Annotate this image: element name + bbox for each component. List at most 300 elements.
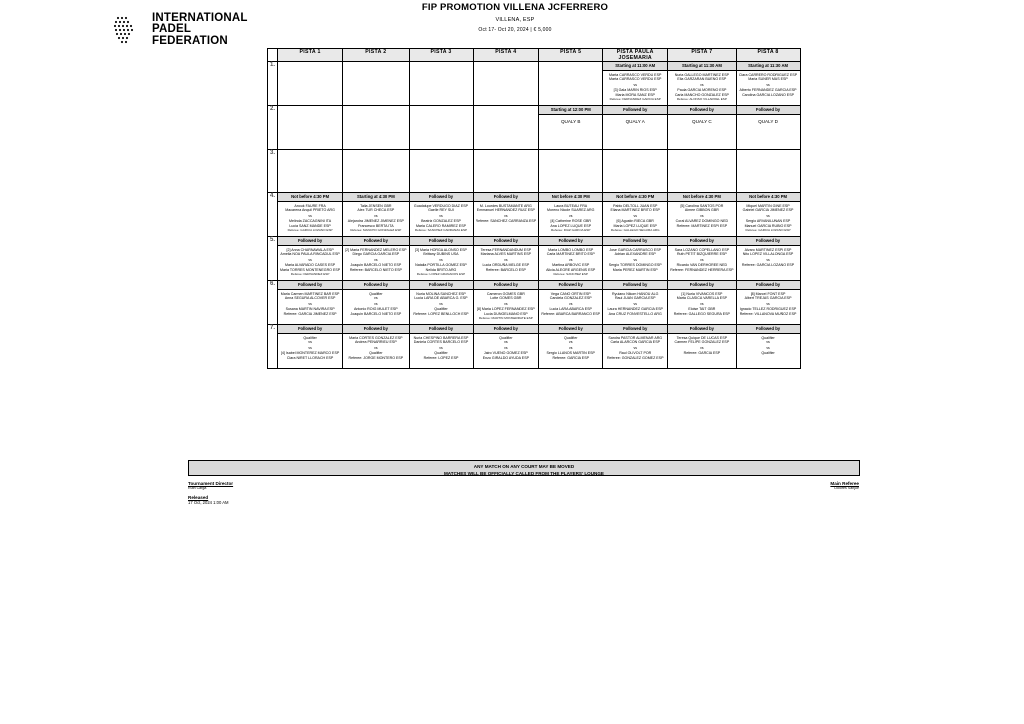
match-cell[interactable] (668, 193, 736, 237)
empty-slot (278, 150, 342, 192)
match-cell[interactable] (409, 62, 473, 106)
match-body (737, 115, 800, 149)
match-body (474, 246, 539, 280)
referee-label: Referee: FERNANDEZ GARCIA ESP (609, 97, 661, 102)
match-details (412, 336, 471, 360)
match-cell[interactable] (603, 281, 668, 325)
vs-label: vs (504, 257, 508, 262)
player-name-b: Nito LOPEZ VILLALONGA ESP (742, 252, 794, 257)
schedule-row (268, 193, 801, 237)
player-name-d: Ana CRUZ FONVESTELLO ARG (608, 311, 662, 316)
match-cell[interactable] (668, 106, 736, 150)
player-name-b: Mariana ALVES MARTINS ESP (480, 252, 532, 257)
player-name-b: Amelia NOA PAULA RINCADUL ESP (280, 252, 340, 257)
match-details (605, 248, 665, 272)
player-name-d: Referee: JORGE MONTERO ESP (348, 355, 404, 360)
tournament-director-name: Ruth Carga (188, 486, 207, 490)
slot-time-label: Followed by (737, 237, 800, 246)
vs-label: vs (633, 345, 637, 350)
match-cell[interactable] (409, 325, 473, 369)
player-name-a: M. Lourdes BUSTAMANTE ARG (479, 204, 532, 208)
player-name-b: Albert TREJAS GARCIA ESP (744, 296, 792, 301)
match-details (605, 292, 665, 316)
match-details (670, 292, 733, 316)
row-number: 6. (268, 281, 278, 325)
logo-line-1: INTERNATIONAL (152, 11, 248, 24)
slot-time-label: Followed by (668, 106, 735, 115)
vs-label: vs (766, 82, 770, 87)
match-cell[interactable] (539, 106, 603, 150)
padel-ball-icon (108, 12, 144, 48)
match-cell[interactable] (409, 150, 473, 193)
match-cell[interactable] (343, 62, 409, 106)
page-title: FIP PROMOTION VILLENA JCFERRERO (421, 2, 609, 13)
player-name-b: Lucia LARA DE ABARCA G. ESP (414, 296, 468, 301)
empty-slot (343, 62, 408, 104)
match-cell[interactable] (343, 193, 409, 237)
slot-time-label: Not before 4:30 PM (603, 193, 667, 202)
player-name-c: [3] Gala MARIN RIOS ESP (613, 88, 657, 93)
match-body (668, 202, 735, 236)
match-cell[interactable] (473, 325, 539, 369)
player-name-a: Qualifier (499, 336, 513, 340)
empty-slot (603, 150, 667, 192)
row-number: 3. (268, 150, 278, 193)
player-name-b: Carla MARTINEZ BRITO ESP (546, 252, 595, 257)
vs-label: vs (569, 257, 573, 262)
player-name-a: Alvaro MARTINEZ ESPI ESP (744, 248, 792, 252)
match-cell[interactable] (603, 150, 668, 193)
player-name-c: Laura HERNANDEZ GARCIA ESP (607, 307, 663, 312)
slot-time-label: Followed by (737, 281, 800, 290)
player-name-d: Alicia ALEGRE ARGENIS ESP (546, 267, 596, 272)
match-cell[interactable] (736, 193, 800, 237)
match-details (412, 248, 471, 276)
vs-label: vs (700, 82, 704, 87)
player-name-d: Clara NIRET LLORACH ESP (286, 355, 334, 360)
match-body (668, 334, 735, 368)
vs-label: vs (766, 257, 770, 262)
match-cell[interactable] (539, 281, 603, 325)
empty-slot (474, 150, 539, 192)
vs-label: vs (374, 345, 378, 350)
match-cell[interactable] (343, 106, 409, 150)
match-details (739, 204, 798, 232)
player-name-b: Daniela CORTES BARCELO ESP (413, 340, 469, 345)
match-cell[interactable] (668, 325, 736, 369)
court-header-4: PISTA 5 (539, 49, 603, 62)
player-name-d: Manuel GARCIA RUBIO ESP (744, 223, 792, 228)
match-cell[interactable] (409, 237, 473, 281)
player-name-d: Joaquin BARCELO NIETO ESP (350, 311, 402, 316)
player-name-c: Natalia PORTILLA GOMEZ ESP (415, 263, 467, 268)
slot-time-label: Followed by (410, 325, 473, 334)
slot-time-label: Followed by (474, 237, 539, 246)
vs-label: vs (308, 345, 312, 350)
vs-label: vs (700, 345, 704, 350)
vs-label: vs (633, 301, 637, 306)
player-name-a: Jose GARCIA CARRASCO ESP (609, 248, 662, 252)
player-name-d: Maria TORRES MONTENEGRO ESP (280, 267, 341, 272)
referee-label: Referee: ALONSO VILLAROEL ESP (676, 97, 727, 102)
match-body (474, 290, 539, 324)
qualifying-draw-label: QUALY D (758, 119, 778, 124)
match-cell[interactable] (343, 150, 409, 193)
match-body (668, 290, 735, 324)
player-name-b: Gaelle REY SUI (428, 208, 454, 213)
vs-label: vs (569, 345, 573, 350)
player-name-a: Nuria MOLINA SANCHEZ ESP (416, 292, 466, 296)
match-cell[interactable] (278, 237, 343, 281)
match-body (737, 246, 800, 280)
match-details (412, 292, 471, 316)
vs-label: vs (700, 213, 704, 218)
match-details (345, 248, 406, 272)
player-name-c: Qualifier (434, 307, 448, 312)
match-details (670, 204, 733, 228)
match-cell[interactable] (409, 193, 473, 237)
slot-time-label: Not before 4:30 PM (668, 193, 735, 202)
match-details (345, 292, 406, 316)
player-name-a: Pablo DELTOLL JUAN ESP (613, 204, 658, 208)
match-details (605, 204, 665, 232)
referee-label: Referee: LOPEZ GRANADOS ESP (416, 272, 466, 277)
match-details (605, 73, 665, 101)
slot-time-label: Followed by (539, 325, 602, 334)
row-number: 5. (268, 237, 278, 281)
slot-time-label: Starting at 11:30 AM (737, 62, 800, 71)
player-name-d: Ana LOPEZ LUQUE ESP (550, 223, 592, 228)
released-block (188, 495, 229, 505)
referee-label: Referee: FERNANDEZ ESP (290, 272, 330, 277)
player-name-b: Candela GONZALEZ ESP (549, 296, 592, 301)
court-header-3: PISTA 4 (473, 49, 539, 62)
player-name-c: Qualifier (434, 351, 448, 356)
empty-slot (539, 150, 602, 192)
court-header-5: PISTA PAULA JOSEMARIA (603, 49, 668, 62)
player-name-c: [4] Catherine ROSE GBR (550, 219, 591, 224)
match-details (739, 292, 798, 316)
player-name-b: Adrian ALEXANDRE ESP (614, 252, 656, 257)
schedule-row (268, 281, 801, 325)
match-cell[interactable] (278, 193, 343, 237)
vs-label: vs (374, 301, 378, 306)
player-name-a: Sandra PASTOR ALMENAR ARG (608, 336, 663, 340)
match-details (412, 204, 471, 232)
empty-slot (343, 150, 408, 192)
empty-slot (668, 150, 735, 192)
player-name-d: Lucia DUNGELMANO ESP (484, 311, 528, 316)
player-name-b: vs (766, 340, 770, 345)
player-name-a: Teresa FERNANDANDUM ESP (480, 248, 532, 252)
match-cell[interactable] (603, 106, 668, 150)
match-body (410, 246, 473, 280)
match-details (280, 336, 340, 360)
match-cell[interactable] (736, 325, 800, 369)
match-details (280, 204, 340, 232)
player-name-c: Sergio TORRES DOMINGO ESP (608, 263, 662, 268)
match-cell[interactable] (409, 281, 473, 325)
vs-label: vs (633, 82, 637, 87)
player-name-d: Maria PEREZ MARTIN ESP (612, 267, 658, 272)
court-header-1: PISTA 2 (343, 49, 409, 62)
notice-line-1: ANY MATCH ON ANY COURT MAY BE MOVED (473, 464, 575, 469)
match-cell[interactable] (278, 150, 343, 193)
player-name-c: Referee: GARCIA ESP (683, 351, 721, 356)
match-cell[interactable] (343, 281, 409, 325)
match-cell[interactable] (539, 237, 603, 281)
slot-time-label: Followed by (343, 325, 408, 334)
slot-time-label: Starting at 4:30 PM (343, 193, 408, 202)
player-name-b: vs (568, 340, 573, 345)
vs-label: vs (308, 301, 312, 306)
player-name-b: Raul JUAN GARCIA ESP (614, 296, 656, 301)
player-name-d: Nelida BRITO ARG (425, 267, 457, 272)
player-name-a: Maria CORTES GONZALEZ ESP (349, 336, 403, 340)
match-cell[interactable] (343, 237, 409, 281)
player-name-b: Maria SUNER MAS ESP (748, 77, 788, 82)
referee-label: Referee: GALLEGO SEGURA ARG (610, 228, 660, 233)
match-details (670, 336, 733, 356)
match-details (541, 248, 600, 276)
order-of-play-table (267, 48, 801, 369)
match-cell[interactable] (668, 62, 736, 106)
match-body (668, 246, 735, 280)
slot-time-label: Followed by (474, 281, 539, 290)
match-cell[interactable] (473, 281, 539, 325)
referee-label: Referee: MANCHO GONZALEZ ESP (350, 228, 402, 233)
match-cell[interactable] (409, 106, 473, 150)
referee-label: Referee: SANCHEZ CARRANZA ESP (414, 228, 468, 233)
vs-label: vs (374, 257, 378, 262)
match-body (737, 202, 800, 236)
match-body (603, 246, 667, 280)
match-details (670, 248, 733, 272)
match-cell[interactable] (603, 325, 668, 369)
match-body (278, 246, 342, 280)
match-details (345, 204, 406, 232)
player-name-c: Ricardo VAN DERHOREE NED (676, 263, 728, 268)
qualifying-draw-label: QUALY A (625, 119, 645, 124)
schedule-row (268, 325, 801, 369)
match-details (345, 336, 406, 360)
vs-label: vs (700, 257, 704, 262)
player-name-d: Referee: VILLANOVA MUÑOZ ESP (739, 311, 797, 316)
match-cell[interactable] (278, 62, 343, 106)
schedule-row (268, 62, 801, 106)
player-name-a: Qualifier (303, 336, 317, 340)
match-cell[interactable] (603, 237, 668, 281)
player-name-d: Francesco BERTA ITA (358, 223, 394, 228)
slot-time-label: Followed by (343, 281, 408, 290)
match-cell[interactable] (736, 106, 800, 150)
player-name-b: Moreno Nicole SUAREZ ARG (547, 208, 595, 213)
vs-label: vs (766, 301, 770, 306)
tournament-director-title: Tournament Director (188, 481, 234, 486)
main-referee-name: Dolores Sanjue (834, 486, 859, 490)
match-cell[interactable] (473, 106, 539, 150)
match-body (539, 290, 602, 324)
match-details (670, 73, 733, 101)
header-block (300, 2, 730, 33)
row-number: 2. (268, 106, 278, 150)
vs-label: vs (504, 345, 508, 350)
vs-label: vs (439, 345, 443, 350)
empty-slot (278, 62, 342, 104)
player-name-c: Melinda ZACCAGNINI ITA (289, 219, 332, 224)
match-cell[interactable] (473, 193, 539, 237)
vs-label: vs (504, 213, 508, 218)
match-cell[interactable] (668, 237, 736, 281)
player-name-c: Jairo VUENO GOMEZ ESP (483, 351, 528, 356)
row-number: 7. (268, 325, 278, 369)
slot-time-label: Followed by (539, 237, 602, 246)
match-body (539, 246, 602, 280)
empty-slot (410, 106, 473, 148)
player-name-b: Eliana MARTINEZ BRITO ESP (610, 208, 660, 213)
table-body (268, 62, 801, 369)
player-name-c: [6] Agustin RIECA GBR (616, 219, 654, 224)
match-details (739, 73, 798, 97)
match-body (668, 71, 735, 105)
empty-slot (278, 106, 342, 148)
empty-slot (343, 106, 408, 148)
player-name-b: Carmen FELIPE GONZALEZ ESP (674, 340, 730, 345)
slot-time-label: Not before 4:30 PM (539, 193, 602, 202)
player-name-c: Antonio ROIG MULET ESP (354, 307, 398, 312)
match-details (541, 292, 600, 316)
player-name-d: Referee: GONZALEZ GOMEZ ESP (606, 355, 664, 360)
match-details (476, 204, 537, 224)
match-cell[interactable] (278, 281, 343, 325)
slot-time-label: Followed by (737, 106, 800, 115)
match-details (739, 336, 798, 356)
player-name-c: [4] Isabel MONTEREZ MARCO ESP (280, 351, 340, 356)
match-cell[interactable] (278, 325, 343, 369)
player-name-c: Ignacio TELLEZ RODRIGUEZ ESP (739, 307, 797, 312)
slot-time-label: Starting at 11:00 AM (603, 62, 667, 71)
row-number: 1. (268, 62, 278, 106)
player-name-d: Referee: LOPEZ BENLLOCH ESP (413, 311, 469, 316)
match-cell[interactable] (473, 237, 539, 281)
match-cell[interactable] (603, 62, 668, 106)
match-cell[interactable] (736, 281, 800, 325)
match-cell[interactable] (603, 193, 668, 237)
match-details (476, 292, 537, 320)
dates-label: Oct 17- Oct 20, 2024 | € 5,000 (478, 27, 552, 33)
match-details (541, 204, 600, 232)
player-name-b: Macarena Anquil PRIETO ARG (285, 208, 335, 213)
match-cell[interactable] (278, 106, 343, 150)
player-name-a: Marta CARRASCO VERDU ESP (609, 73, 662, 77)
player-name-a: Qualifier (369, 292, 383, 296)
match-cell[interactable] (539, 325, 603, 369)
vs-label: vs (308, 257, 312, 262)
match-body (474, 334, 539, 368)
player-name-d: Referee: ABARCA BARRANCO ESP (541, 311, 601, 316)
released-label: Released (188, 495, 209, 500)
player-name-a: Cameron GOMES GBR (486, 292, 525, 296)
match-body (410, 202, 473, 236)
match-body (539, 115, 602, 149)
player-name-a: Teresa Quique DE LUCAS ESP (676, 336, 728, 340)
table-header-row (268, 49, 801, 62)
player-name-d: Maria CALERO RAMIREZ ESP (415, 223, 467, 228)
player-name-b: vs (308, 340, 312, 345)
player-name-c: Lucia LARA ABARCA ESP (549, 307, 592, 312)
player-name-b: Brittany DUBINS USA (423, 252, 459, 257)
match-cell[interactable] (736, 237, 800, 281)
match-details (541, 336, 600, 360)
player-name-a: Nuria CHESPINO BARRERA ESP (413, 336, 469, 340)
player-name-d: Carla MANCHO GONZALEZ ESP (674, 92, 729, 97)
slot-time-label: Starting at 12:00 PM (539, 106, 602, 115)
player-name-c: Maria ALVARADO CASES ESP (284, 263, 336, 268)
referee-label: Referee: MARTIN MONSERRATE ESP (478, 316, 533, 321)
match-cell[interactable] (343, 325, 409, 369)
match-cell[interactable] (668, 281, 736, 325)
slot-time-label: Not before 4:30 PM (278, 193, 342, 202)
match-body (737, 334, 800, 368)
player-name-c: Paula GARCIA MORENO ESP (677, 88, 727, 93)
player-name-c: Sergio ARVANILUNAN ESP (745, 219, 791, 224)
match-cell[interactable] (473, 62, 539, 106)
player-name-a: Clara CARRERO RODRIGUEZ ESP (738, 73, 798, 77)
match-body (603, 115, 667, 149)
match-cell[interactable] (736, 150, 800, 193)
player-name-a: Maria LOMBO LOMBO ESP (548, 248, 594, 252)
referee-label: Referee: DIAZ GARCIA ESP (551, 228, 591, 233)
player-name-d: Referee: LOPEZ ESP (423, 355, 459, 360)
player-name-c: Qualifier (761, 351, 775, 356)
player-name-d: Referee: BARCELO ESP (485, 267, 526, 272)
player-name-c: Joaquin BARCELO NIETO ESP (350, 263, 402, 268)
player-name-a: Sara LOZANO COPELLANO ESP (674, 248, 730, 252)
player-name-a: Guadalupe VERDUGO DIAZ ESP (413, 204, 469, 208)
player-name-c: Lucia ORDUÑA MELGE ESP (482, 263, 530, 268)
slot-time-label: Starting at 11:30 AM (668, 62, 735, 71)
schedule-row (268, 150, 801, 193)
match-body (343, 246, 408, 280)
match-cell[interactable] (668, 150, 736, 193)
empty-slot (539, 62, 602, 104)
player-name-c: Eloise TAIT GBR (688, 307, 716, 312)
match-cell[interactable] (539, 150, 603, 193)
player-name-c: Alejandra JIMENEZ JIMENEZ ESP (347, 219, 404, 224)
referee-label: Referee: GARCIA LOZANO ESP (745, 228, 791, 233)
match-cell[interactable] (539, 193, 603, 237)
vs-label: vs (504, 301, 508, 306)
match-cell[interactable] (736, 62, 800, 106)
player-name-a: Laura BUTEAU FRA (554, 204, 588, 208)
match-cell[interactable] (473, 150, 539, 193)
player-name-d: Lucia SANZ MANDE ESP (289, 223, 331, 228)
player-name-b: Aimee GIBBON GBR (684, 208, 719, 213)
slot-time-label: Followed by (474, 325, 539, 334)
slot-time-label: Followed by (539, 281, 602, 290)
match-cell[interactable] (539, 62, 603, 106)
player-name-b: Alex TUR CHECA ESP (357, 208, 395, 213)
vs-label: vs (308, 213, 312, 218)
empty-slot (410, 62, 473, 104)
qualifying-draw-label: QUALY B (560, 119, 581, 124)
logo-wordmark (152, 13, 248, 48)
empty-slot (474, 106, 539, 148)
player-name-a: Talia JENSEN GBR (360, 204, 392, 208)
federation-logo (108, 8, 248, 52)
vs-label: vs (766, 345, 770, 350)
player-name-a: Vega CANO ORTIN ESP (550, 292, 591, 296)
